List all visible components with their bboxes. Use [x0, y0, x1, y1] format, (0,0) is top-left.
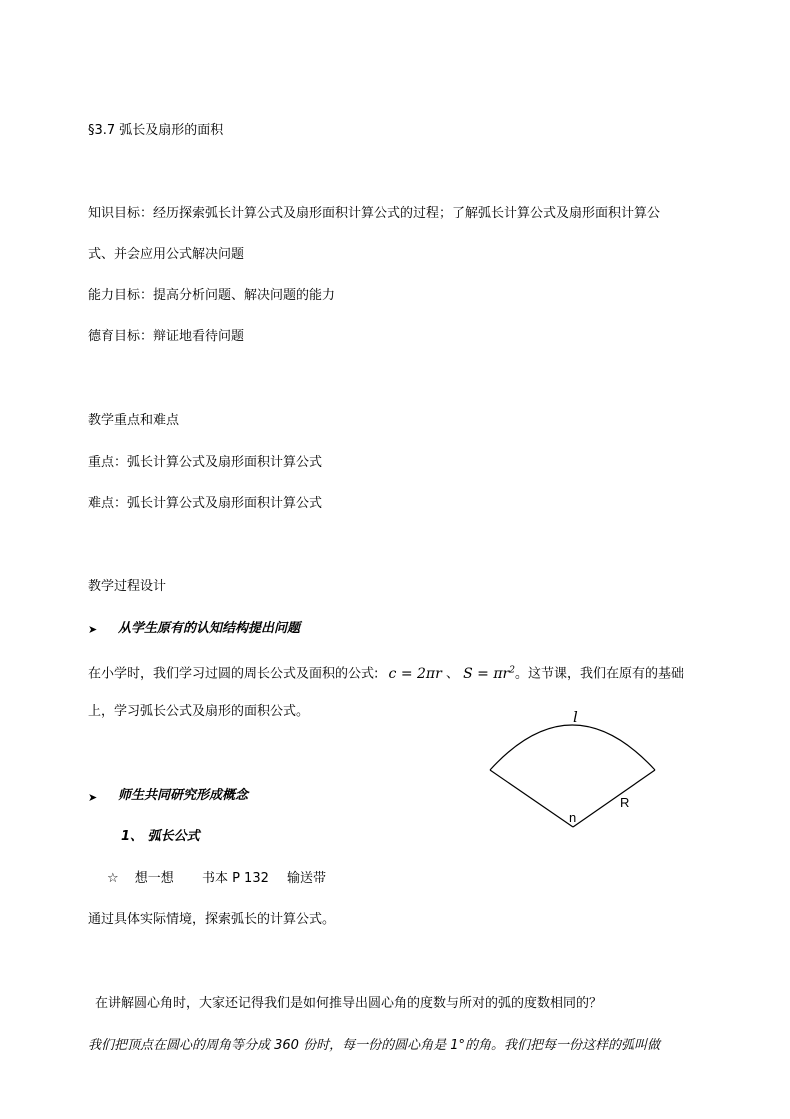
formula-separator: 、 [445, 666, 459, 682]
key-point: 重点：弧长计算公式及扇形面积计算公式 [88, 455, 323, 470]
sector-left-radius [490, 770, 573, 827]
think-line [107, 871, 326, 887]
bullet-heading-2: 师生共同研究形成概念 [118, 788, 249, 803]
section-title: §3.7 弧长及扇形的面积 [88, 123, 224, 138]
knowledge-goal-line1: 知识目标：经历探索弧长计算公式及扇形面积计算公式的过程；了解弧长计算公式及扇形面积计算公 [88, 206, 661, 221]
sector-arc [490, 725, 655, 770]
formula-area-base: S = πr [463, 665, 510, 682]
bullet-arrow-icon: ➤ [88, 623, 98, 636]
sector-diagram [480, 700, 670, 840]
knowledge-goal-line2: 式、并会应用公式解决问题 [88, 247, 245, 262]
arc-label: l [573, 708, 578, 726]
ability-goal: 能力目标：提高分析问题、解决问题的能力 [88, 288, 336, 303]
explore-sentence: 通过具体实际情境，探索弧长的计算公式。 [88, 912, 336, 927]
angle-label: n [569, 810, 577, 825]
bullet-arrow-icon: ➤ [88, 791, 98, 804]
formula-area-exponent: 2 [509, 665, 515, 675]
moral-goal: 德育目标：辩证地看待问题 [88, 329, 245, 344]
book-reference: 书本 P 132 [201, 871, 269, 886]
formula-area [463, 666, 515, 682]
formula-circumference: c = 2πr [388, 665, 442, 682]
bullet-heading-1: 从学生原有的认知结构提出问题 [118, 621, 301, 636]
intro-paragraph-line2: 上，学习弧长公式及扇形的面积公式。 [88, 704, 310, 719]
think-text: 想一想 [134, 871, 174, 886]
subheading-arc-length: 1、 弧长公式 [121, 829, 200, 844]
sector-right-radius [573, 770, 655, 827]
italic-explanation: 我们把顶点在圆心的周角等分成 360 份时，每一份的圆心角是 1°的角。我们把每一份这样的弧叫做 [88, 1038, 660, 1053]
focus-heading: 教学重点和难点 [88, 413, 180, 428]
intro-prefix: 在小学时，我们学习过圆的周长公式及面积的公式: [88, 666, 379, 682]
intro-suffix: 。这节课，我们在原有的基础 [514, 666, 684, 682]
question-sentence: 在讲解圆心角时，大家还记得我们是如何推导出圆心角的度数与所对的弧的度数相同的？ [95, 996, 603, 1011]
radius-label: R [620, 795, 630, 810]
intro-paragraph-line1 [88, 662, 684, 683]
process-heading: 教学过程设计 [88, 579, 167, 594]
conveyor-text: 输送带 [287, 871, 327, 886]
star-icon: ☆ [107, 871, 119, 886]
difficult-point: 难点：弧长计算公式及扇形面积计算公式 [88, 496, 323, 511]
